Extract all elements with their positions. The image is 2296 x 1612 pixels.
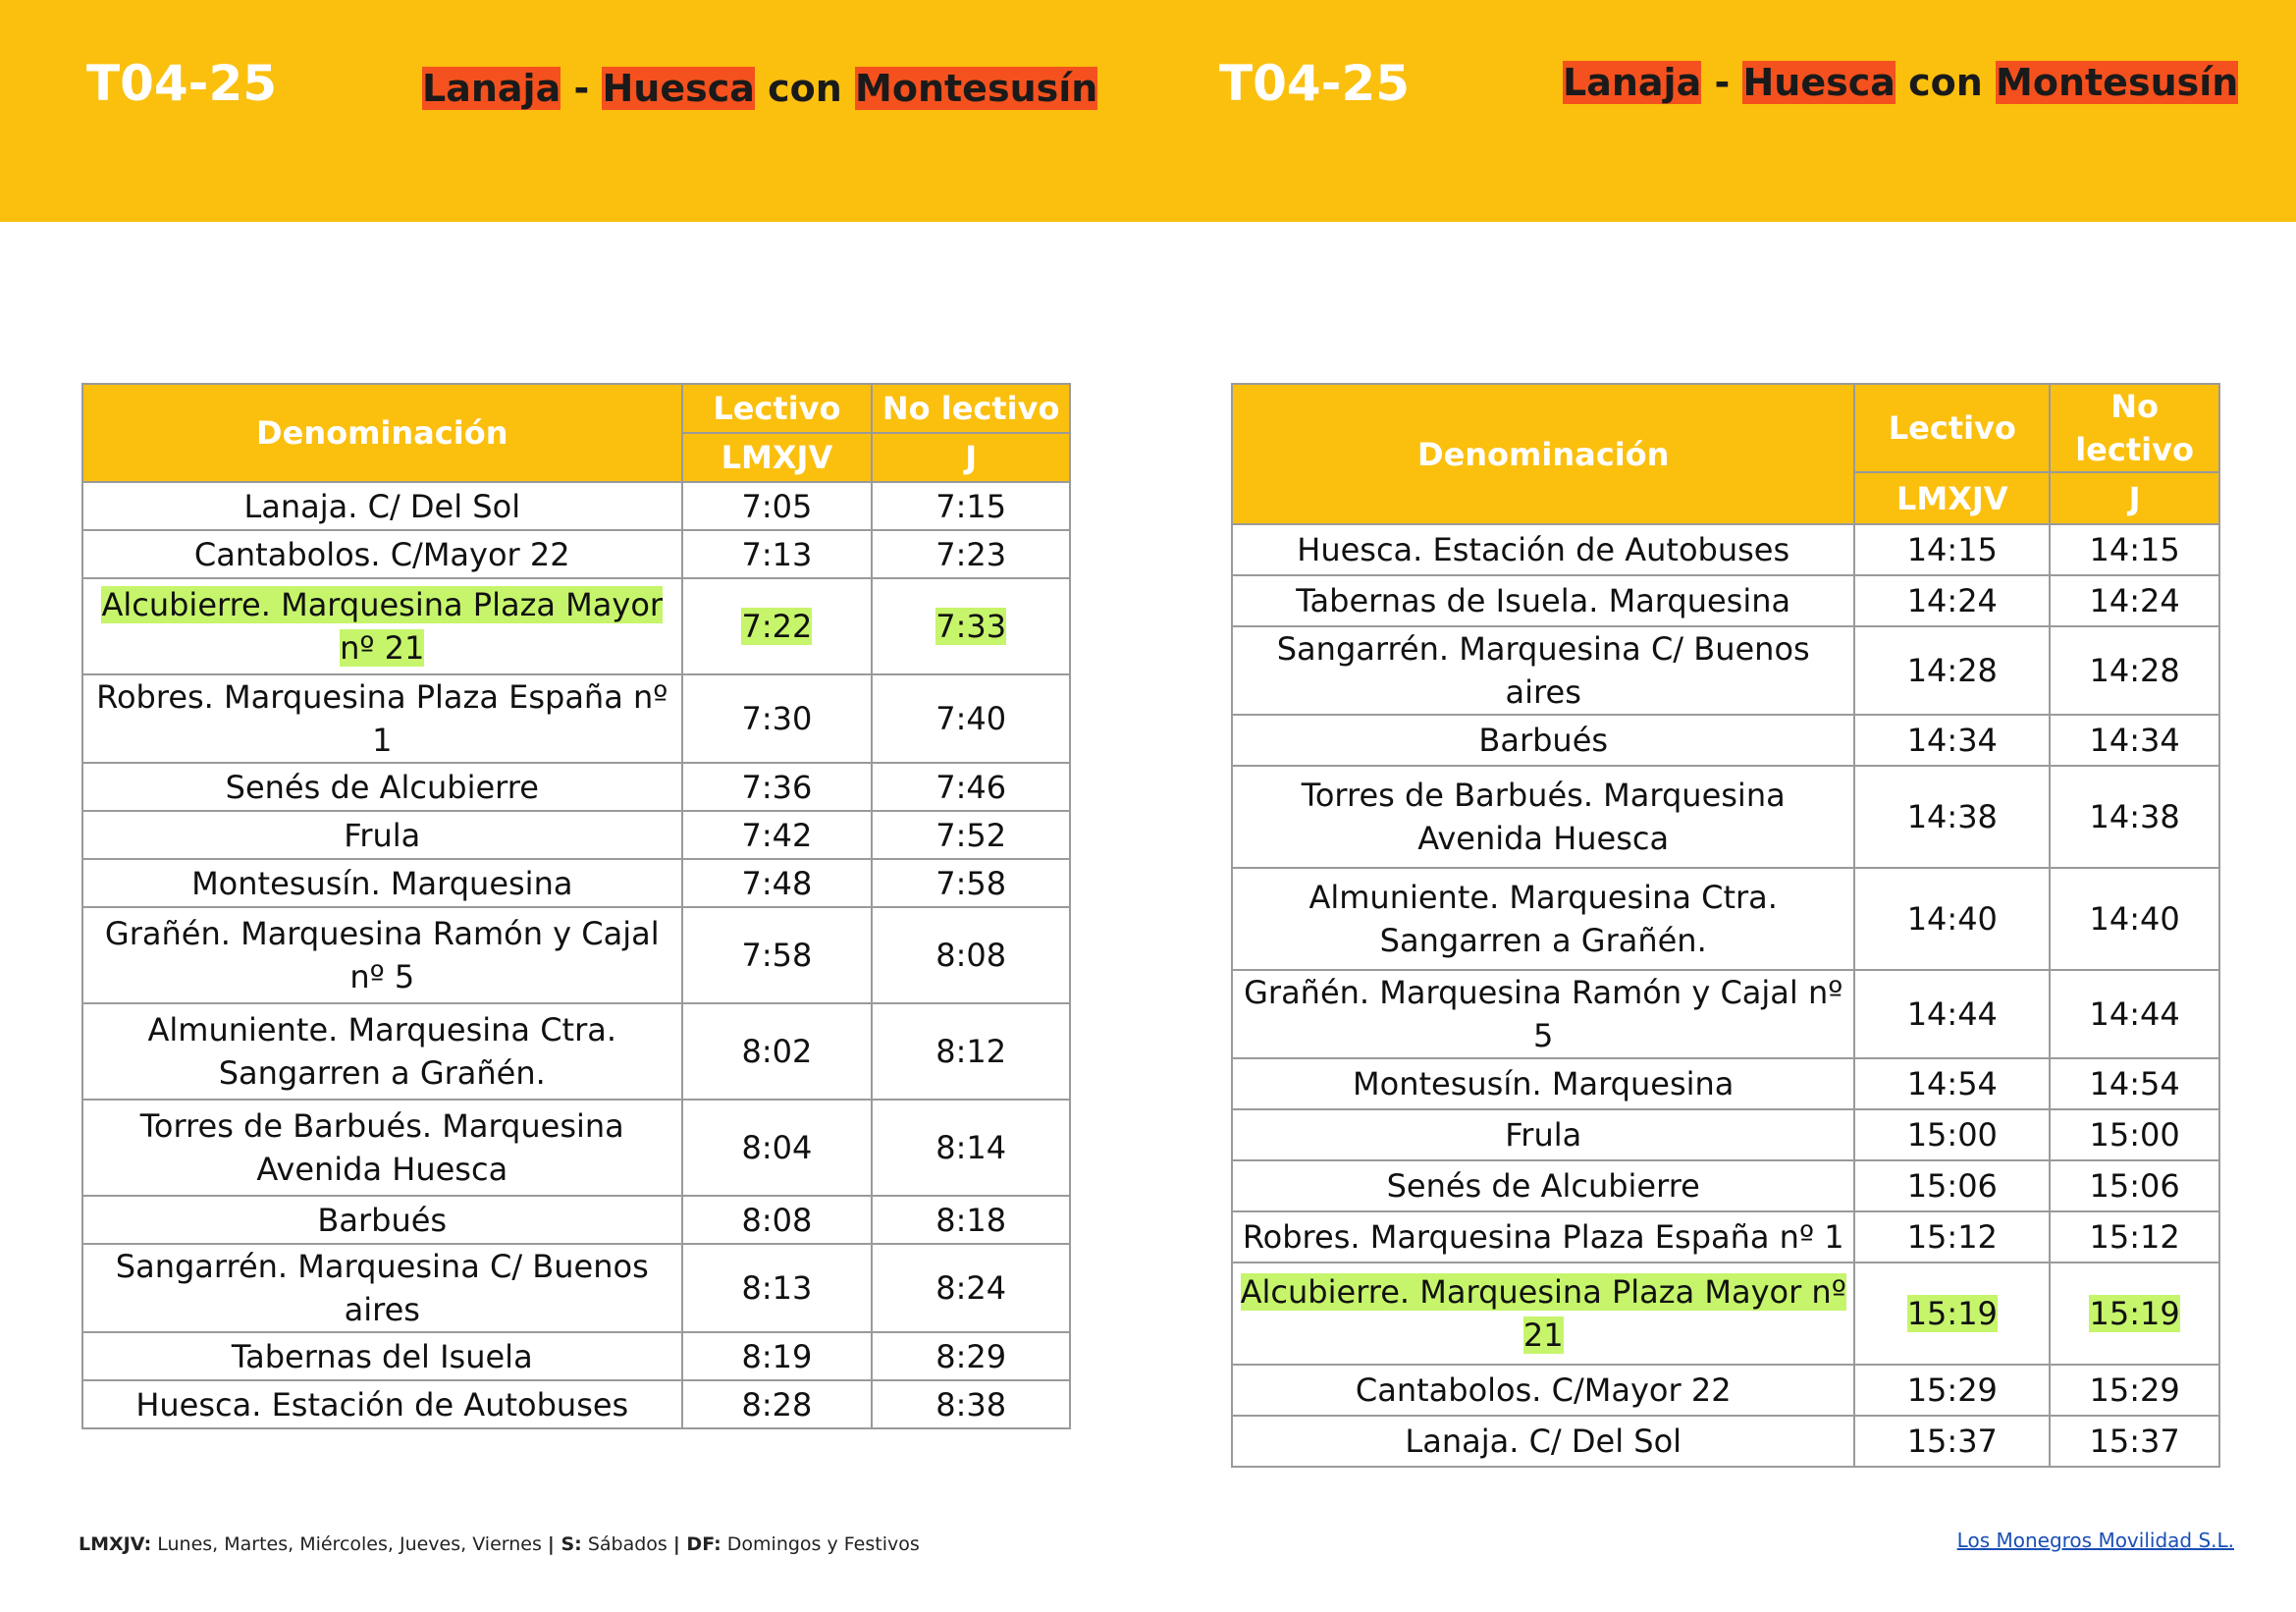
legend-key-weekdays: LMXJV: xyxy=(79,1533,152,1555)
stop-name-text: Robres. Marquesina Plaza España nº 1 xyxy=(96,678,668,759)
stop-name-text: Torres de Barbués. Marquesina Avenida Huesca xyxy=(139,1107,624,1188)
no-lectivo-time-text: 14:38 xyxy=(2089,798,2180,835)
legend-key-holidays: DF: xyxy=(679,1533,721,1555)
table-row xyxy=(1232,626,2219,715)
stop-name-cell xyxy=(82,811,682,859)
stop-name-cell xyxy=(1232,1365,1854,1416)
no-lectivo-time-cell xyxy=(872,907,1070,1003)
lectivo-time-text: 15:12 xyxy=(1906,1218,1998,1256)
lectivo-time-text: 14:54 xyxy=(1906,1065,1998,1102)
stop-name-cell xyxy=(82,530,682,578)
no-lectivo-time-cell xyxy=(872,1196,1070,1244)
lectivo-time-cell xyxy=(1854,524,2050,575)
lectivo-time-text: 8:04 xyxy=(741,1129,813,1166)
table-row xyxy=(1232,524,2219,575)
lectivo-time-cell xyxy=(1854,1416,2050,1467)
stop-name-cell xyxy=(82,1100,682,1196)
table-row xyxy=(82,907,1070,1003)
stop-name-text: Huesca. Estación de Autobuses xyxy=(1297,531,1790,568)
lectivo-time-cell xyxy=(1854,868,2050,970)
stop-name-cell xyxy=(1232,1109,1854,1160)
lectivo-time-text: 15:00 xyxy=(1906,1116,1998,1154)
table-row xyxy=(1232,1211,2219,1263)
table-row xyxy=(1232,970,2219,1058)
lectivo-time-text: 14:15 xyxy=(1906,531,1998,568)
table-row xyxy=(82,1003,1070,1100)
legend-separator: | xyxy=(547,1533,555,1555)
stop-name-text: Lanaja. C/ Del Sol xyxy=(243,487,521,525)
header-banner xyxy=(0,0,2296,222)
table-row xyxy=(1232,1058,2219,1109)
no-lectivo-time-text: 14:54 xyxy=(2089,1065,2180,1102)
legend-separator: | xyxy=(672,1533,680,1555)
no-lectivo-time-cell xyxy=(2050,970,2219,1058)
stop-name-cell xyxy=(82,763,682,811)
lectivo-time-cell xyxy=(1854,766,2050,868)
lectivo-time-text: 14:28 xyxy=(1906,652,1998,689)
lectivo-time-cell xyxy=(682,1196,873,1244)
stop-name-text: Frula xyxy=(1505,1116,1582,1154)
stop-name-text: Barbués xyxy=(317,1201,448,1239)
stop-name-cell xyxy=(82,1244,682,1332)
table-row xyxy=(82,1100,1070,1196)
no-lectivo-time-text: 15:06 xyxy=(2089,1167,2180,1205)
table-row xyxy=(1232,1160,2219,1211)
lectivo-time-text: 14:40 xyxy=(1906,900,1998,938)
lectivo-time-text: 8:19 xyxy=(741,1337,813,1375)
no-lectivo-time-cell xyxy=(2050,575,2219,626)
no-lectivo-time-text: 8:08 xyxy=(935,937,1007,974)
lectivo-time-text: 14:24 xyxy=(1906,582,1998,619)
stop-name-text: Senés de Alcubierre xyxy=(1386,1167,1700,1205)
route-separator: - xyxy=(561,67,603,110)
table-row xyxy=(1232,1263,2219,1365)
no-lectivo-time-cell xyxy=(2050,1109,2219,1160)
table-row xyxy=(82,674,1070,763)
timetable-outbound xyxy=(81,383,1071,1429)
lectivo-time-text: 15:06 xyxy=(1906,1167,1998,1205)
no-lectivo-time-text: 7:52 xyxy=(935,816,1007,854)
stop-name-cell xyxy=(1232,1160,1854,1211)
stop-name-text: Alcubierre. Marquesina Plaza Mayor nº 21 xyxy=(1240,1273,1846,1354)
timetable-return xyxy=(1231,383,2220,1468)
header-no-lectivo-days: J xyxy=(2050,472,2219,524)
lectivo-time-cell xyxy=(1854,1211,2050,1263)
no-lectivo-time-cell xyxy=(872,1244,1070,1332)
stop-name-cell xyxy=(1232,626,1854,715)
stop-name-cell xyxy=(82,674,682,763)
no-lectivo-time-text: 14:34 xyxy=(2089,722,2180,759)
lectivo-time-cell xyxy=(1854,1160,2050,1211)
lectivo-time-text: 15:19 xyxy=(1906,1295,1998,1332)
table-row xyxy=(1232,575,2219,626)
no-lectivo-time-cell xyxy=(872,482,1070,530)
table-row xyxy=(82,811,1070,859)
no-lectivo-time-cell xyxy=(872,1003,1070,1100)
stop-name-text: Cantabolos. C/Mayor 22 xyxy=(193,535,570,573)
legend-key-saturday: S: xyxy=(554,1533,582,1555)
table-row xyxy=(82,1196,1070,1244)
no-lectivo-time-text: 14:40 xyxy=(2089,900,2180,938)
table-row xyxy=(82,530,1070,578)
stop-name-cell xyxy=(82,859,682,907)
header-no-lectivo: No lectivo xyxy=(872,384,1070,433)
header-lectivo: Lectivo xyxy=(682,384,873,433)
no-lectivo-time-cell xyxy=(872,859,1070,907)
legend-value-saturday: Sábados xyxy=(581,1533,673,1555)
no-lectivo-time-cell xyxy=(2050,1160,2219,1211)
stop-name-text: Huesca. Estación de Autobuses xyxy=(135,1385,629,1424)
no-lectivo-time-text: 8:24 xyxy=(935,1269,1007,1307)
stop-name-cell xyxy=(1232,1211,1854,1263)
header-lectivo-days: LMXJV xyxy=(1854,472,2050,524)
stop-name-text: Alcubierre. Marquesina Plaza Mayor nº 21 xyxy=(101,586,664,667)
header-lectivo: Lectivo xyxy=(1854,384,2050,472)
stop-name-text: Senés de Alcubierre xyxy=(225,768,539,806)
stop-name-cell xyxy=(1232,766,1854,868)
lectivo-time-text: 7:58 xyxy=(741,937,813,974)
route-separator: - xyxy=(1701,61,1743,104)
route-title-right xyxy=(1563,61,2238,104)
stop-name-cell xyxy=(82,907,682,1003)
no-lectivo-time-cell xyxy=(2050,1416,2219,1467)
stop-name-cell xyxy=(82,1332,682,1380)
no-lectivo-time-cell xyxy=(2050,715,2219,766)
stop-name-text: Cantabolos. C/Mayor 22 xyxy=(1355,1371,1732,1409)
no-lectivo-time-cell xyxy=(2050,1263,2219,1365)
lectivo-time-cell xyxy=(682,674,873,763)
route-origin: Lanaja xyxy=(422,67,561,110)
lectivo-time-cell xyxy=(1854,626,2050,715)
lectivo-time-text: 14:38 xyxy=(1906,798,1998,835)
lectivo-time-cell xyxy=(682,578,873,674)
no-lectivo-time-cell xyxy=(2050,1365,2219,1416)
table-row xyxy=(82,1244,1070,1332)
lectivo-time-cell xyxy=(1854,1365,2050,1416)
lectivo-time-text: 8:28 xyxy=(741,1385,813,1424)
legend-value-weekdays: Lunes, Martes, Miércoles, Jueves, Viernes xyxy=(151,1533,548,1555)
stop-name-cell xyxy=(82,1003,682,1100)
route-via: Montesusín xyxy=(855,67,1098,110)
lectivo-time-cell xyxy=(1854,715,2050,766)
no-lectivo-time-text: 7:58 xyxy=(935,864,1007,902)
lectivo-time-text: 15:37 xyxy=(1906,1423,1998,1460)
lectivo-time-text: 8:08 xyxy=(741,1201,813,1239)
stop-name-text: Frula xyxy=(344,816,421,854)
no-lectivo-time-cell xyxy=(2050,626,2219,715)
lectivo-time-cell xyxy=(1854,970,2050,1058)
no-lectivo-time-text: 14:28 xyxy=(2089,652,2180,689)
table-row xyxy=(1232,1416,2219,1467)
lectivo-time-text: 7:30 xyxy=(741,700,813,737)
lectivo-time-cell xyxy=(682,907,873,1003)
lectivo-time-cell xyxy=(682,1100,873,1196)
stop-name-cell xyxy=(1232,1263,1854,1365)
route-code-left: T04-25 xyxy=(86,55,278,112)
lectivo-time-cell xyxy=(682,530,873,578)
no-lectivo-time-text: 15:29 xyxy=(2089,1371,2180,1409)
no-lectivo-time-text: 7:40 xyxy=(935,700,1007,737)
no-lectivo-time-text: 15:19 xyxy=(2089,1295,2180,1332)
table-row xyxy=(1232,868,2219,970)
no-lectivo-time-cell xyxy=(872,578,1070,674)
stop-name-text: Tabernas del Isuela xyxy=(231,1337,533,1375)
day-legend xyxy=(79,1533,920,1555)
stop-name-text: Grañén. Marquesina Ramón y Cajal nº 5 xyxy=(1244,974,1843,1054)
lectivo-time-cell xyxy=(682,763,873,811)
no-lectivo-time-text: 15:37 xyxy=(2089,1423,2180,1460)
no-lectivo-time-cell xyxy=(872,674,1070,763)
table-row xyxy=(82,1380,1070,1428)
no-lectivo-time-text: 8:12 xyxy=(935,1033,1007,1070)
stop-name-text: Grañén. Marquesina Ramón y Cajal nº 5 xyxy=(104,915,660,995)
route-via: Montesusín xyxy=(1996,61,2239,104)
lectivo-time-text: 8:13 xyxy=(741,1269,813,1307)
stop-name-text: Montesusín. Marquesina xyxy=(191,864,573,902)
no-lectivo-time-cell xyxy=(872,1380,1070,1428)
lectivo-time-cell xyxy=(1854,1058,2050,1109)
stop-name-text: Lanaja. C/ Del Sol xyxy=(1405,1423,1682,1460)
no-lectivo-time-text: 14:44 xyxy=(2089,995,2180,1033)
lectivo-time-text: 14:34 xyxy=(1906,722,1998,759)
stop-name-text: Tabernas de Isuela. Marquesina xyxy=(1296,582,1791,619)
lectivo-time-cell xyxy=(1854,575,2050,626)
route-connector: con xyxy=(1895,61,1997,104)
lectivo-time-text: 7:36 xyxy=(741,768,813,806)
no-lectivo-time-cell xyxy=(2050,524,2219,575)
header-no-lectivo: No lectivo xyxy=(2050,384,2219,472)
header-denominacion: Denominación xyxy=(82,384,682,482)
lectivo-time-text: 7:05 xyxy=(741,487,813,525)
stop-name-cell xyxy=(82,578,682,674)
stop-name-text: Sangarrén. Marquesina C/ Buenos aires xyxy=(115,1248,649,1328)
stop-name-text: Robres. Marquesina Plaza España nº 1 xyxy=(1242,1218,1844,1256)
stop-name-cell xyxy=(1232,1058,1854,1109)
no-lectivo-time-text: 14:24 xyxy=(2089,582,2180,619)
table-row xyxy=(1232,1109,2219,1160)
no-lectivo-time-cell xyxy=(872,811,1070,859)
table-row xyxy=(82,763,1070,811)
table-row xyxy=(82,859,1070,907)
route-destination: Huesca xyxy=(602,67,755,110)
no-lectivo-time-text: 8:18 xyxy=(935,1201,1007,1239)
lectivo-time-cell xyxy=(682,811,873,859)
lectivo-time-cell xyxy=(1854,1263,2050,1365)
stop-name-text: Barbués xyxy=(1478,722,1609,759)
lectivo-time-text: 7:13 xyxy=(741,535,813,573)
lectivo-time-text: 7:22 xyxy=(741,608,813,645)
table-row xyxy=(82,578,1070,674)
no-lectivo-time-cell xyxy=(2050,766,2219,868)
no-lectivo-time-cell xyxy=(872,530,1070,578)
stop-name-cell xyxy=(1232,524,1854,575)
header-no-lectivo-days: J xyxy=(872,433,1070,482)
legend-value-holidays: Domingos y Festivos xyxy=(721,1533,920,1555)
stop-name-cell xyxy=(1232,970,1854,1058)
no-lectivo-time-text: 7:33 xyxy=(935,608,1007,645)
no-lectivo-time-text: 8:38 xyxy=(935,1385,1007,1424)
lectivo-time-text: 7:48 xyxy=(741,864,813,902)
stop-name-cell xyxy=(1232,1416,1854,1467)
lectivo-time-text: 7:42 xyxy=(741,816,813,854)
route-code-right: T04-25 xyxy=(1219,55,1411,112)
no-lectivo-time-text: 7:15 xyxy=(935,487,1007,525)
no-lectivo-time-text: 8:14 xyxy=(935,1129,1007,1166)
stop-name-text: Montesusín. Marquesina xyxy=(1353,1065,1735,1102)
header-lectivo-days: LMXJV xyxy=(682,433,873,482)
no-lectivo-time-text: 7:46 xyxy=(935,768,1007,806)
table-row xyxy=(1232,715,2219,766)
stop-name-text: Torres de Barbués. Marquesina Avenida Huesca xyxy=(1301,777,1786,857)
lectivo-time-cell xyxy=(1854,1109,2050,1160)
stop-name-cell xyxy=(82,1196,682,1244)
table-row xyxy=(82,482,1070,530)
stop-name-text: Sangarrén. Marquesina C/ Buenos aires xyxy=(1276,630,1810,711)
no-lectivo-time-cell xyxy=(2050,868,2219,970)
no-lectivo-time-text: 15:00 xyxy=(2089,1116,2180,1154)
route-title-left xyxy=(422,67,1097,110)
stop-name-cell xyxy=(1232,575,1854,626)
no-lectivo-time-text: 7:23 xyxy=(935,535,1007,573)
stop-name-text: Almuniente. Marquesina Ctra. Sangarren a Grañén. xyxy=(1308,879,1778,959)
table-row xyxy=(1232,1365,2219,1416)
lectivo-time-cell xyxy=(682,859,873,907)
no-lectivo-time-text: 14:15 xyxy=(2089,531,2180,568)
lectivo-time-text: 8:02 xyxy=(741,1033,813,1070)
stop-name-cell xyxy=(1232,868,1854,970)
stop-name-cell xyxy=(82,482,682,530)
lectivo-time-text: 14:44 xyxy=(1906,995,1998,1033)
lectivo-time-text: 15:29 xyxy=(1906,1371,1998,1409)
table-row xyxy=(82,1332,1070,1380)
company-link[interactable]: Los Monegros Movilidad S.L. xyxy=(1956,1529,2234,1552)
lectivo-time-cell xyxy=(682,482,873,530)
stop-name-cell xyxy=(1232,715,1854,766)
table-row xyxy=(1232,766,2219,868)
route-origin: Lanaja xyxy=(1563,61,1702,104)
stop-name-cell xyxy=(82,1380,682,1428)
no-lectivo-time-cell xyxy=(872,1100,1070,1196)
route-connector: con xyxy=(754,67,856,110)
lectivo-time-cell xyxy=(682,1244,873,1332)
no-lectivo-time-text: 15:12 xyxy=(2089,1218,2180,1256)
no-lectivo-time-cell xyxy=(2050,1058,2219,1109)
no-lectivo-time-cell xyxy=(872,1332,1070,1380)
no-lectivo-time-cell xyxy=(2050,1211,2219,1263)
lectivo-time-cell xyxy=(682,1332,873,1380)
lectivo-time-cell xyxy=(682,1003,873,1100)
no-lectivo-time-cell xyxy=(872,763,1070,811)
route-destination: Huesca xyxy=(1742,61,1896,104)
header-denominacion: Denominación xyxy=(1232,384,1854,524)
stop-name-text: Almuniente. Marquesina Ctra. Sangarren a Grañén. xyxy=(147,1011,617,1092)
lectivo-time-cell xyxy=(682,1380,873,1428)
no-lectivo-time-text: 8:29 xyxy=(935,1337,1007,1375)
